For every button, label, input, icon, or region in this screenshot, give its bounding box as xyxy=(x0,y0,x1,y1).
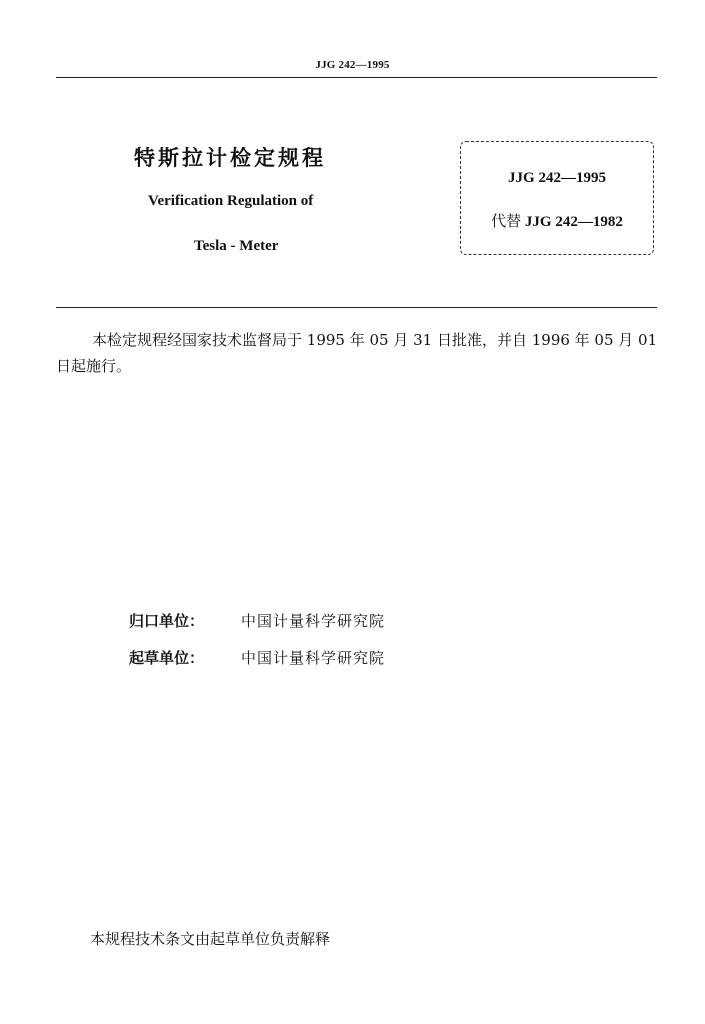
standard-code: JJG 242—1995 xyxy=(508,170,606,186)
title-chinese: 特斯拉计检定规程 xyxy=(134,146,326,170)
drafting-unit-row xyxy=(129,647,385,668)
drafting-unit-value: 中国计量科学研究院 xyxy=(241,649,386,667)
responsible-unit-value: 中国计量科学研究院 xyxy=(241,612,386,630)
replaces-code-line xyxy=(460,210,654,231)
running-header-code: JJG 242—1995 xyxy=(315,59,390,71)
title-english-line2: Tesla - Meter xyxy=(194,238,279,254)
responsible-unit-label: 归口单位： xyxy=(129,612,205,630)
drafting-unit-label: 起草单位： xyxy=(129,649,205,667)
section-rule xyxy=(56,307,657,308)
standard-code-box xyxy=(460,141,654,255)
interpretation-note: 本规程技术条文由起草单位负责解释 xyxy=(90,930,331,948)
title-english-line1: Verification Regulation of xyxy=(148,193,314,209)
replaces-code: JJG 242—1982 xyxy=(524,214,623,230)
header-rule xyxy=(56,77,657,78)
replaces-prefix: 代替 xyxy=(491,212,522,230)
approval-statement: 本检定规程经国家技术监督局于 1995 年 05 月 31 日批准，并自 1996 年 05 月 01 日起施行。 xyxy=(56,331,658,375)
responsible-unit-row xyxy=(129,610,385,631)
